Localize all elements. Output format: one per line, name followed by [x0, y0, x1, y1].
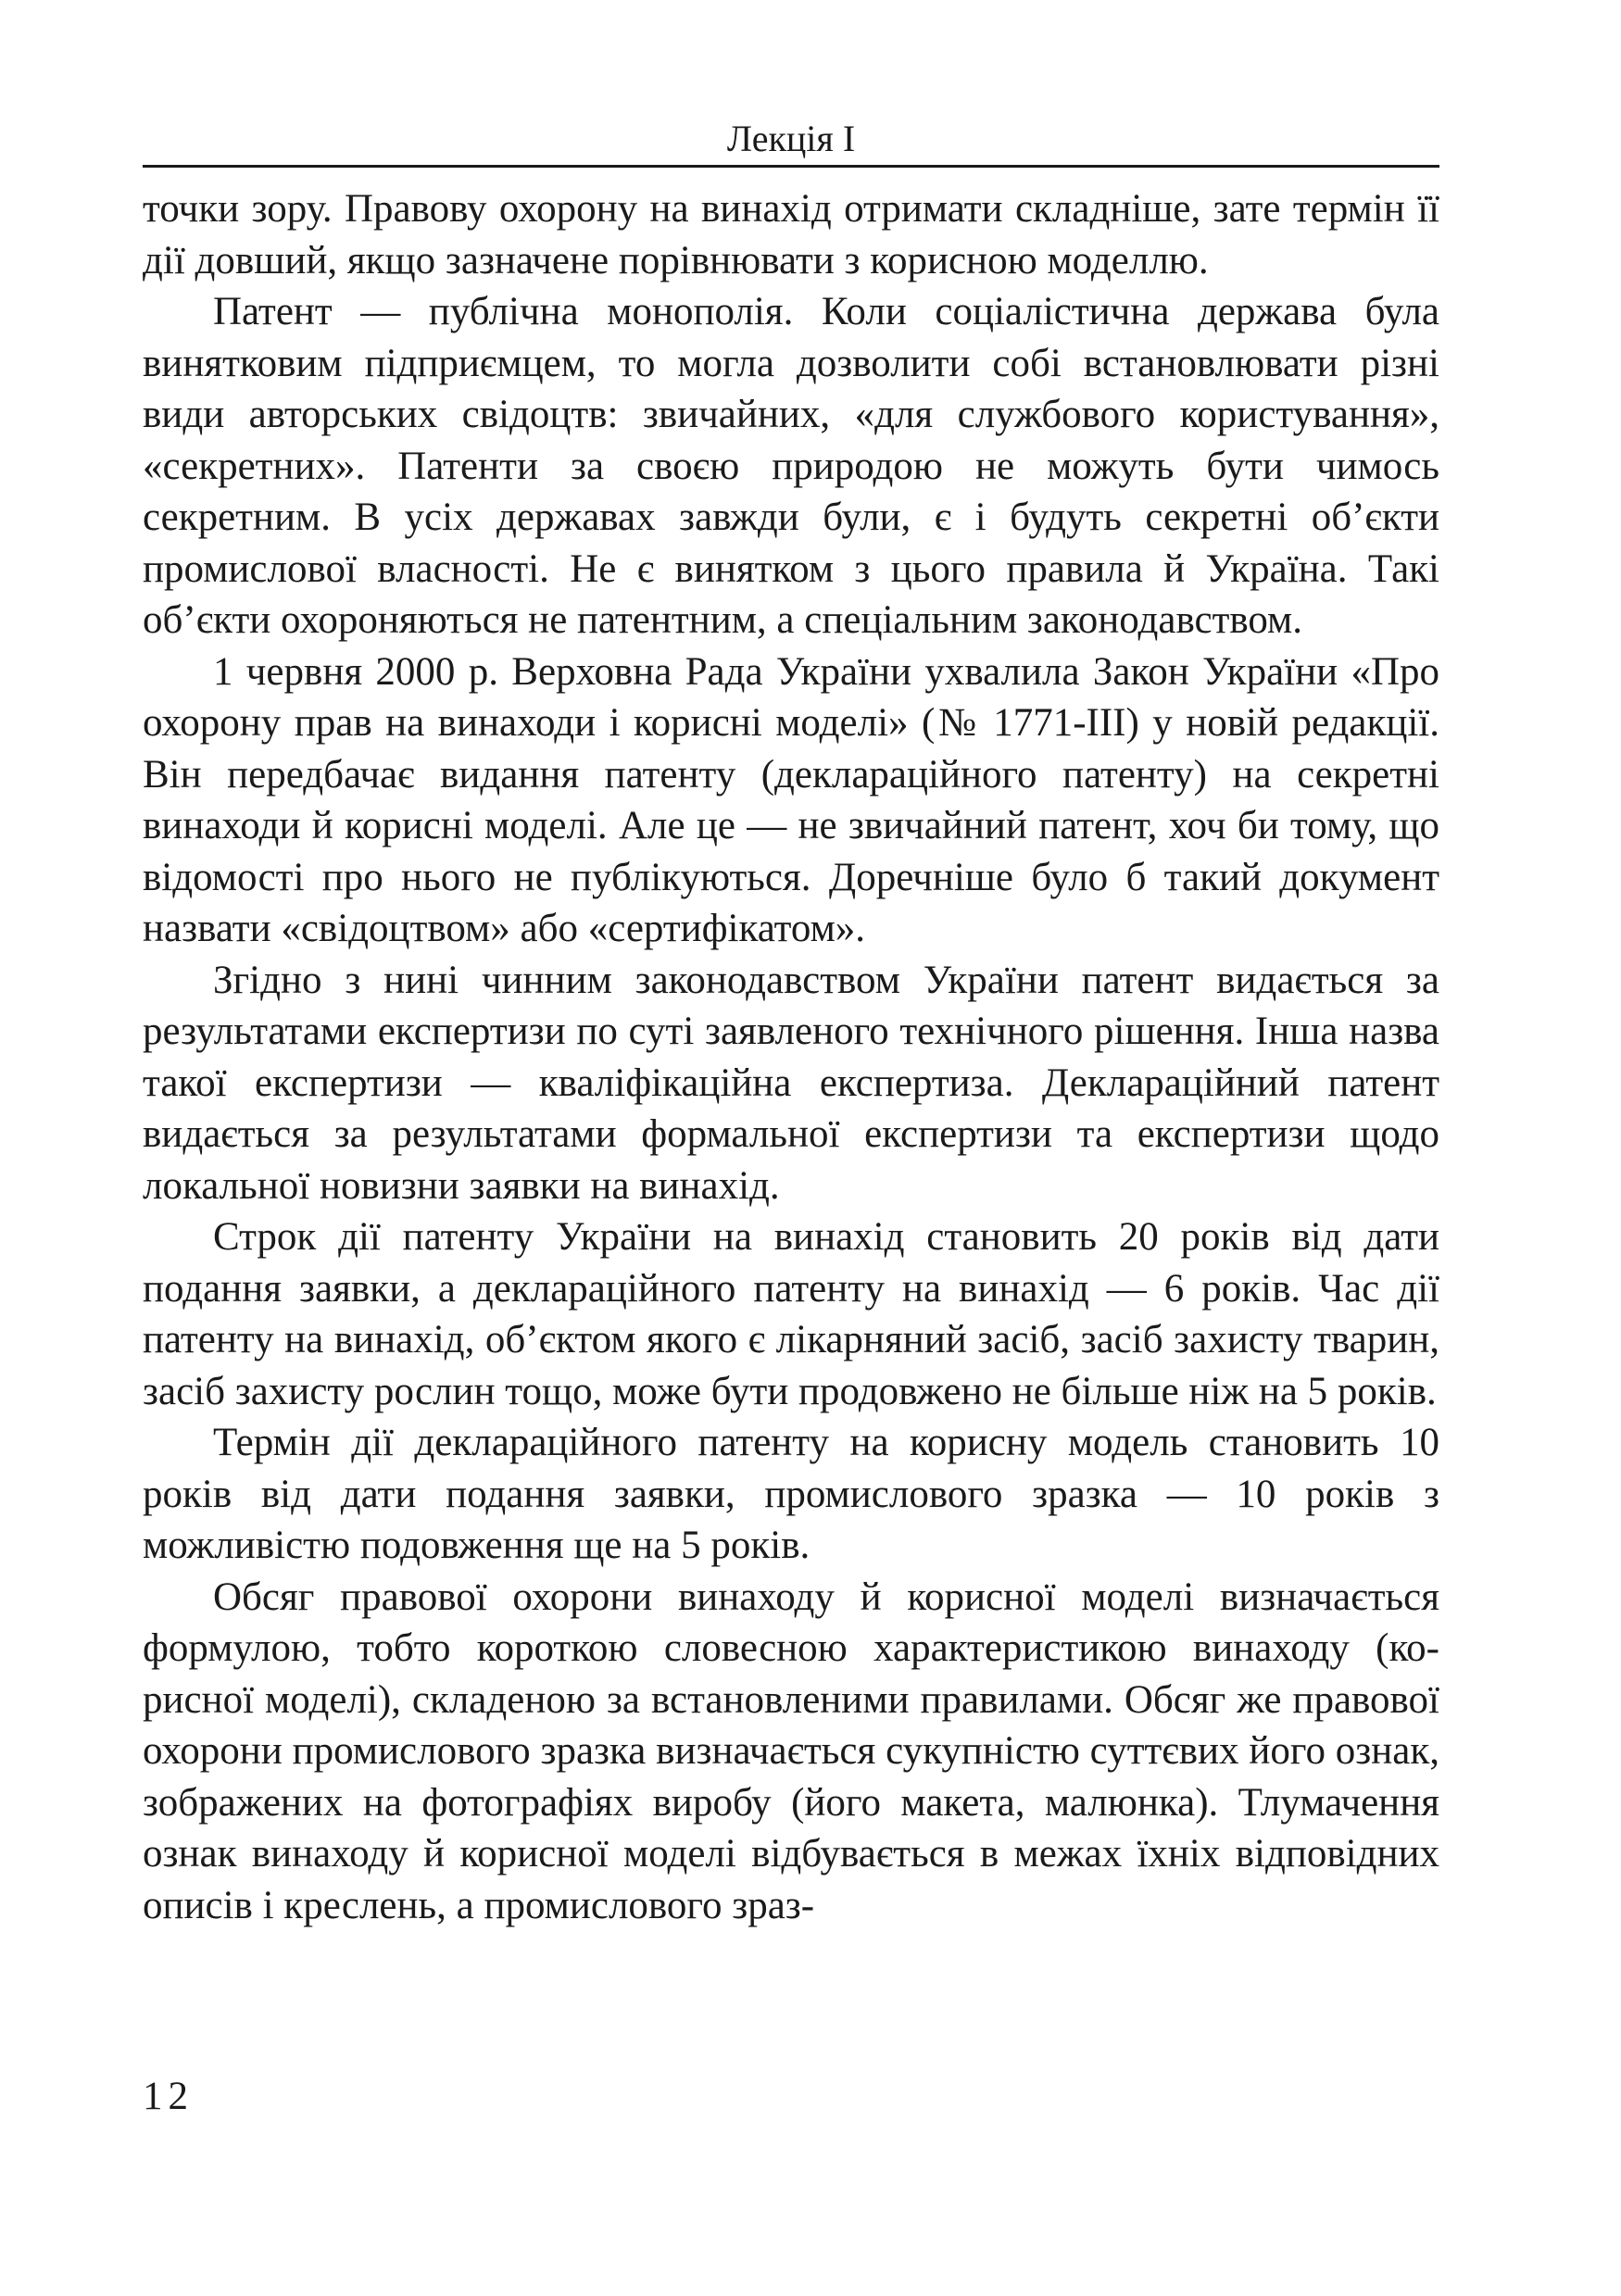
paragraph-6: Термін дії деклараційного патенту на корисну модель становить 10 років від дати подання заявки, промислового зразка — 10 років з можливістю подовження ще на 5 років. — [143, 1421, 1439, 1567]
page-number: 12 — [143, 2075, 194, 2118]
paragraph-1: точки зору. Правову охорону на винахід отримати складніше, зате термін її дії довший, якщо зазначене порівнювати з корисною моделлю. — [143, 187, 1439, 282]
paragraph-3: 1 червня 2000 р. Верховна Рада України ухвалила Закон України «Про охорону прав на винаходи і корисні моделі» (№ 1771-ІІІ) у новій редакції. Він передбачає видання патенту (деклараційного патенту) на секретні винаходи й корисні моделі. Але це — не звичайний патент, хоч би тому, що відомості про нього не публікуються. Доречніше було б такий документ назвати «свідоцтвом» або «сертифікатом». — [143, 649, 1439, 950]
paragraph-2: Патент — публічна монополія. Коли соціалістична держава була винятковим підприємцем, то могла дозволити собі встановлювати різні види авторських свідоцтв: звичайних, «для службового користування», «секретних». Патенти за своєю природою не можуть бути чимось секретним. В усіх державах завжди були, є і будуть секретні об’єкти промислової власності. Не є винятком з цього правила й Україна. Такі об’єкти охороняються не патентним, а спеціальним законодавством. — [143, 290, 1439, 642]
paragraph-4: Згідно з нині чинним законодавством України патент видається за результатами експертизи по суті заявленого технічного рішення. Інша назва такої експертизи — кваліфікаційна експертиза. Деклараційний патент видається за результатами формальної експертизи та експертизи щодо локальної новизни заявки на винахід. — [143, 958, 1439, 1208]
paragraph-5: Строк дії патенту України на винахід становить 20 років від дати подання заявки, а деклараційного патенту на винахід — 6 років. Час дії патенту на винахід, об’єктом якого є лікарняний засіб, засіб захисту тварин, засіб захисту рослин тощо, може бути продовжено не більше ніж на 5 років. — [143, 1215, 1439, 1413]
body-text — [143, 183, 1439, 1931]
running-head-title: Лекція І — [726, 118, 856, 159]
paragraph-7: Обсяг правової охорони винаходу й корисної моделі визначається формулою, тобто короткою словесною характеристикою винаходу (корисної моделі), складеною за встановленими правилами. Обсяг же правової охорони промислового зразка визначається сукупністю суттєвих його ознак, зображених на фотографіях виробу (його макета, малюнка). Тлумачення ознак винаходу й корисної моделі відбувається в межах їхніх відповідних описів і креслень, а промислового зраз- — [143, 1575, 1439, 1927]
header-rule — [143, 165, 1439, 168]
